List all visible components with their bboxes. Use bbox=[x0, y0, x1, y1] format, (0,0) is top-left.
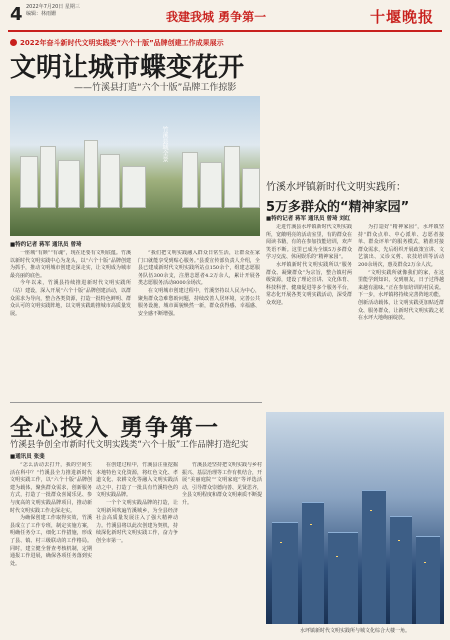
building bbox=[328, 532, 358, 624]
byline-2: ■通讯员 张斐 bbox=[10, 454, 45, 460]
window-light bbox=[370, 510, 372, 511]
building bbox=[100, 154, 120, 208]
photo2-caption: 水坪镇新时代文明实践所与城文化综合大楼一角。 bbox=[299, 628, 410, 634]
article2-column-1 bbox=[10, 462, 92, 634]
building bbox=[362, 490, 386, 624]
article2-column-2 bbox=[96, 462, 178, 634]
section-divider bbox=[10, 402, 262, 403]
subheadline-1: ——竹溪县打造“六个十版”品牌工作掠影 bbox=[74, 83, 237, 93]
newspaper-logo: 十堰晚报 bbox=[370, 8, 435, 26]
building bbox=[20, 156, 38, 208]
date-line-2: 编辑：林雨姗 bbox=[26, 11, 57, 17]
paragraph: 一座城“有颜”“有魂”，现在还要有文明底蕴。竹溪以新时代文明实践中心为龙头，以“六个十版”品牌创建为抓手，推动文明城市创建走深走实，让文明成为城市最亮丽的底色。 bbox=[10, 250, 131, 279]
article1-column-right bbox=[138, 250, 260, 398]
window-light bbox=[398, 540, 400, 541]
header-rule bbox=[8, 30, 442, 32]
kicker-text: 2022年奋斗新时代文明实践类“六个十版”品牌创建工作成果展示 bbox=[20, 39, 224, 47]
building bbox=[242, 168, 260, 208]
right-headline-line-1: 竹溪水坪镇新时代文明实践所： bbox=[266, 182, 406, 193]
window-light bbox=[424, 562, 426, 563]
article2-column-3 bbox=[182, 462, 262, 634]
byline-1: ■特约记者 蒋军 通讯员 曾琦 bbox=[10, 242, 82, 248]
building bbox=[40, 146, 56, 208]
paragraph: 为确保创建工作取得实效，竹溪县成立了工作专班，制定实施方案，明确任务分工，细化工作措施，形成了县、镇、村三级联动的工作格局。同时，建立健全督查考核机制，定期通报工作进展，确保各项任务落到实处。 bbox=[10, 515, 92, 567]
building bbox=[224, 146, 240, 208]
building bbox=[390, 516, 412, 624]
paragraph: 一个个文明实践品牌的打造，让文明新风吹遍竹溪城乡，为全县经济社会高质量发展注入了强大精神动力。竹溪县将以此次创建为契机，持续深化新时代文明实践工作，奋力争创全市第一。 bbox=[96, 499, 178, 544]
paragraph: 在创建过程中，竹溪县注重挖掘本地特色文化资源，将红色文化、孝道文化、农耕文化等融入文明实践活动之中，打造了一批具有竹溪特色的文明实践品牌。 bbox=[96, 462, 178, 499]
paragraph: “文明实践所就像我们的家，在这里能学到知识，交到朋友，日子过得越来越有滋味。”正在参加培训的村民说。下一步，水坪镇将持续完善阵地功能，创新活动载体，让文明实践更加贴近群众、服务群众，让新时代文明实践之花在水坪大地绚丽绽放。 bbox=[358, 269, 444, 322]
paragraph: 为打造好“精神家园”，水坪镇坚持“群众点单、中心派单、志愿者接单、群众评单”的服务模式，精准对接群众需求，先后组织开展政策宣讲、文艺演出、义诊义剪、农技培训等活动200余场次，惠及群众2万余人次。 bbox=[358, 224, 444, 268]
article1-column-left bbox=[10, 250, 131, 398]
building bbox=[122, 166, 146, 208]
paragraph: 走进竹溪县水坪镇新时代文明实践所，宽敞明亮的活动室里，有的群众在阅读书籍，有的在参加技能培训，欢声笑语不断。这里已成为全镇5万多群众学习交流、休闲娱乐的“精神家园”。 bbox=[266, 224, 352, 261]
night-city-photo bbox=[266, 412, 444, 624]
page-number: 4 bbox=[10, 4, 23, 25]
right-column-b bbox=[358, 224, 444, 408]
section-title: 我建我城 勇争第一 bbox=[166, 10, 267, 24]
building bbox=[182, 152, 198, 208]
subheadline-2: 竹溪县争创全市新时代文明实践类“六个十版”工作品牌打造纪实 bbox=[10, 440, 249, 450]
building bbox=[302, 502, 324, 624]
paragraph: 水坪镇新时代文明实践所以“服务群众、凝聚群众”为宗旨，整合镇村两级资源，建设了理论宣讲、文化体育、科技科普、健康促进等多个服务平台，常态化开展各类文明实践活动，深受群众欢迎。 bbox=[266, 261, 352, 306]
window-light bbox=[280, 542, 282, 543]
building bbox=[272, 522, 298, 624]
window-light bbox=[336, 556, 338, 557]
headline-1: 文明让城市蝶变花开 bbox=[10, 53, 245, 83]
paragraph: 今年以来，竹溪县持续推进新时代文明实践所（站）建设，深入开展“六个十版”品牌创建活动，以群众需求为导向，整合各类资源，打造一批特色鲜明、群众认可的文明实践阵地，以文明实践助推城市高质量发展。 bbox=[10, 280, 131, 317]
building bbox=[58, 160, 80, 208]
paragraph: 在文明城市创建过程中，竹溪坚持以人民为中心，聚焦群众急难愁盼问题，持续改善人居环境，完善公共服务设施，城市面貌焕然一新，群众获得感、幸福感、安全感不断增强。 bbox=[138, 287, 260, 317]
building bbox=[84, 140, 98, 208]
building bbox=[200, 162, 222, 208]
right-headline-line-2: 5万多群众的“精神家园” bbox=[266, 200, 410, 215]
right-column-a bbox=[266, 224, 352, 408]
paragraph: “怎么活动去打开，我的空间生活在科中？”竹溪县全力推进新时代文明实践工作，以“六个十版”品牌创建为载体，聚焦群众需求，创新服务方式，打造了一批群众喜闻乐见、参与度高的文明实践品牌项目，推动新时代文明实践工作走深走实。 bbox=[10, 462, 92, 514]
right-byline: ■特约记者 蒋军 通讯员 曾琦 刘红 bbox=[266, 216, 351, 222]
paragraph: “我们把文明实践融入群众日常生活，让群众在家门口就能享受到贴心服务。”县委宣传部负责人介绍，全县已建成新时代文明实践所站点150余个，组建志愿服务队伍300余支，注册志愿者4.2万余人，累计开展各类志愿服务活动8000余场次。 bbox=[138, 250, 260, 287]
bullet-icon bbox=[10, 39, 17, 46]
paragraph: 竹溪县还坚持把文明实践与乡村振兴、基层治理等工作有机结合，开展“美丽庭院”“文明家庭”等评选活动，引导群众崇德向善、见贤思齐，全县文明程度和群众文明素质不断提升。 bbox=[182, 462, 262, 506]
issue-date bbox=[26, 4, 80, 18]
city-aerial-photo bbox=[10, 96, 260, 236]
page-header bbox=[0, 0, 450, 34]
date-line-1: 2022年7月20日 星期三 bbox=[26, 4, 80, 10]
headline-2: 全心投入 勇争第一 bbox=[10, 415, 221, 441]
window-light bbox=[310, 524, 312, 525]
building bbox=[416, 536, 440, 624]
photo-caption: 竹溪县城全景 bbox=[161, 126, 168, 162]
